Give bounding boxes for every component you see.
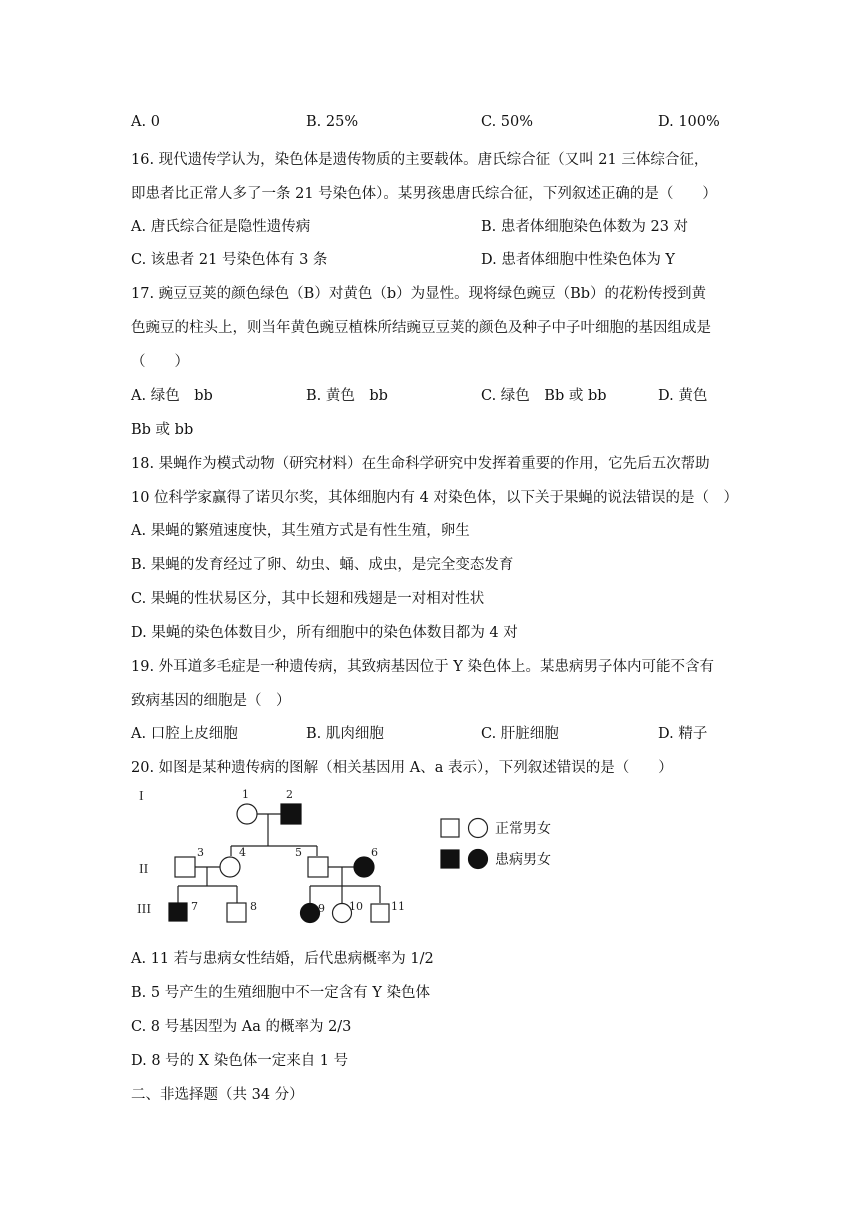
q15-option-d: D. 100% bbox=[658, 114, 720, 130]
individual-label-3: 3 bbox=[197, 846, 204, 859]
q17-option-d: D. 黄色 bbox=[658, 388, 708, 404]
q16-option-c: C. 该患者 21 号染色体有 3 条 bbox=[131, 252, 328, 268]
q20-stem: 20. 如图是某种遗传病的图解（相关基因用 A、a 表示），下列叙述错误的是（ ） bbox=[131, 760, 673, 776]
legend-affected-label: 患病男女 bbox=[495, 852, 551, 868]
generation-label-1: I bbox=[139, 789, 144, 804]
q17-option-b: B. 黄色 bb bbox=[306, 388, 388, 404]
individual-label-8: 8 bbox=[250, 900, 257, 913]
q16-option-a: A. 唐氏综合征是隐性遗传病 bbox=[131, 219, 311, 235]
individual-label-9: 9 bbox=[318, 902, 325, 915]
individual-7-affected-male bbox=[169, 903, 187, 921]
generation-label-3: III bbox=[137, 902, 151, 917]
q18-option-b: B. 果蝇的发育经过了卵、幼虫、蛹、成虫，是完全变态发育 bbox=[131, 557, 514, 573]
q15-option-c: C. 50% bbox=[481, 114, 534, 130]
legend-affected-female-icon bbox=[469, 850, 488, 869]
q16-stem-line1: 16. 现代遗传学认为，染色体是遗传物质的主要载体。唐氏综合征（又叫 21 三体综合征， bbox=[131, 152, 709, 168]
legend-normal-male-icon bbox=[441, 819, 459, 837]
individual-label-1: 1 bbox=[242, 788, 249, 801]
q17-stem-line2: 色豌豆的柱头上，则当年黄色豌豆植株所结豌豆豆荚的颜色及种子中子叶细胞的基因组成是 bbox=[131, 320, 711, 336]
q16-option-d: D. 患者体细胞中性染色体为 Y bbox=[481, 252, 676, 268]
individual-6-affected-female bbox=[354, 857, 374, 877]
q15-option-a: A. 0 bbox=[131, 114, 160, 130]
q18-option-d: D. 果蝇的染色体数目少，所有细胞中的染色体数目都为 4 对 bbox=[131, 625, 518, 641]
individual-4-normal-female bbox=[220, 857, 240, 877]
individual-label-11: 11 bbox=[391, 900, 405, 913]
section-2-heading: 二、非选择题（共 34 分） bbox=[131, 1087, 304, 1103]
q17-option-d-continued: Bb 或 bb bbox=[131, 422, 194, 438]
q15-option-b: B. 25% bbox=[306, 114, 359, 130]
individual-label-4: 4 bbox=[239, 846, 246, 859]
individual-label-5: 5 bbox=[295, 846, 302, 859]
generation-label-2: II bbox=[139, 862, 149, 877]
legend-affected-male-icon bbox=[441, 850, 459, 868]
individual-2-affected-male bbox=[281, 804, 301, 824]
individual-1-normal-female bbox=[237, 804, 257, 824]
pedigree-chart bbox=[131, 780, 591, 930]
q20-option-d: D. 8 号的 X 染色体一定来自 1 号 bbox=[131, 1053, 349, 1069]
individual-label-10: 10 bbox=[349, 900, 363, 913]
individual-label-6: 6 bbox=[371, 846, 378, 859]
individual-5-normal-male bbox=[308, 857, 328, 877]
q17-option-c: C. 绿色 Bb 或 bb bbox=[481, 388, 607, 404]
q20-option-a: A. 11 若与患病女性结婚，后代患病概率为 1/2 bbox=[131, 951, 434, 967]
q17-stem-line1: 17. 豌豆豆荚的颜色绿色（B）对黄色（b）为显性。现将绿色豌豆（Bb）的花粉传授到黄 bbox=[131, 286, 707, 302]
individual-label-2: 2 bbox=[286, 788, 293, 801]
q18-stem-line2: 10 位科学家赢得了诺贝尔奖，其体细胞内有 4 对染色体，以下关于果蝇的说法错误的是（ ） bbox=[131, 490, 738, 506]
legend-normal-label: 正常男女 bbox=[495, 821, 551, 837]
q19-stem-line2: 致病基因的细胞是（ ） bbox=[131, 693, 291, 709]
q19-option-b: B. 肌肉细胞 bbox=[306, 726, 384, 742]
q18-option-c: C. 果蝇的性状易区分，其中长翅和残翅是一对相对性状 bbox=[131, 591, 485, 607]
individual-11-normal-male bbox=[371, 904, 389, 922]
individual-3-normal-male bbox=[175, 857, 195, 877]
q19-option-c: C. 肝脏细胞 bbox=[481, 726, 559, 742]
q19-stem-line1: 19. 外耳道多毛症是一种遗传病，其致病基因位于 Y 染色体上。某患病男子体内可能不含有 bbox=[131, 659, 714, 675]
q16-option-b: B. 患者体细胞染色体数为 23 对 bbox=[481, 219, 689, 235]
q16-stem-line2: 即患者比正常人多了一条 21 号染色体）。某男孩患唐氏综合征，下列叙述正确的是（ ） bbox=[131, 186, 717, 202]
pedigree-lines bbox=[178, 814, 380, 903]
q18-stem-line1: 18. 果蝇作为模式动物（研究材料）在生命科学研究中发挥着重要的作用，它先后五次帮助 bbox=[131, 456, 710, 472]
q19-option-d: D. 精子 bbox=[658, 726, 708, 742]
q20-option-c: C. 8 号基因型为 Aa 的概率为 2/3 bbox=[131, 1019, 352, 1035]
q19-option-a: A. 口腔上皮细胞 bbox=[131, 726, 238, 742]
q17-stem-line3: （ ） bbox=[131, 354, 189, 370]
q18-option-a: A. 果蝇的繁殖速度快，其生殖方式是有性生殖，卵生 bbox=[131, 523, 470, 539]
individual-9-affected-female bbox=[301, 904, 320, 923]
q17-option-a: A. 绿色 bb bbox=[131, 388, 213, 404]
legend-normal-female-icon bbox=[469, 819, 488, 838]
individual-label-7: 7 bbox=[191, 900, 198, 913]
individual-8-normal-male bbox=[227, 903, 246, 922]
q20-option-b: B. 5 号产生的生殖细胞中不一定含有 Y 染色体 bbox=[131, 985, 430, 1001]
